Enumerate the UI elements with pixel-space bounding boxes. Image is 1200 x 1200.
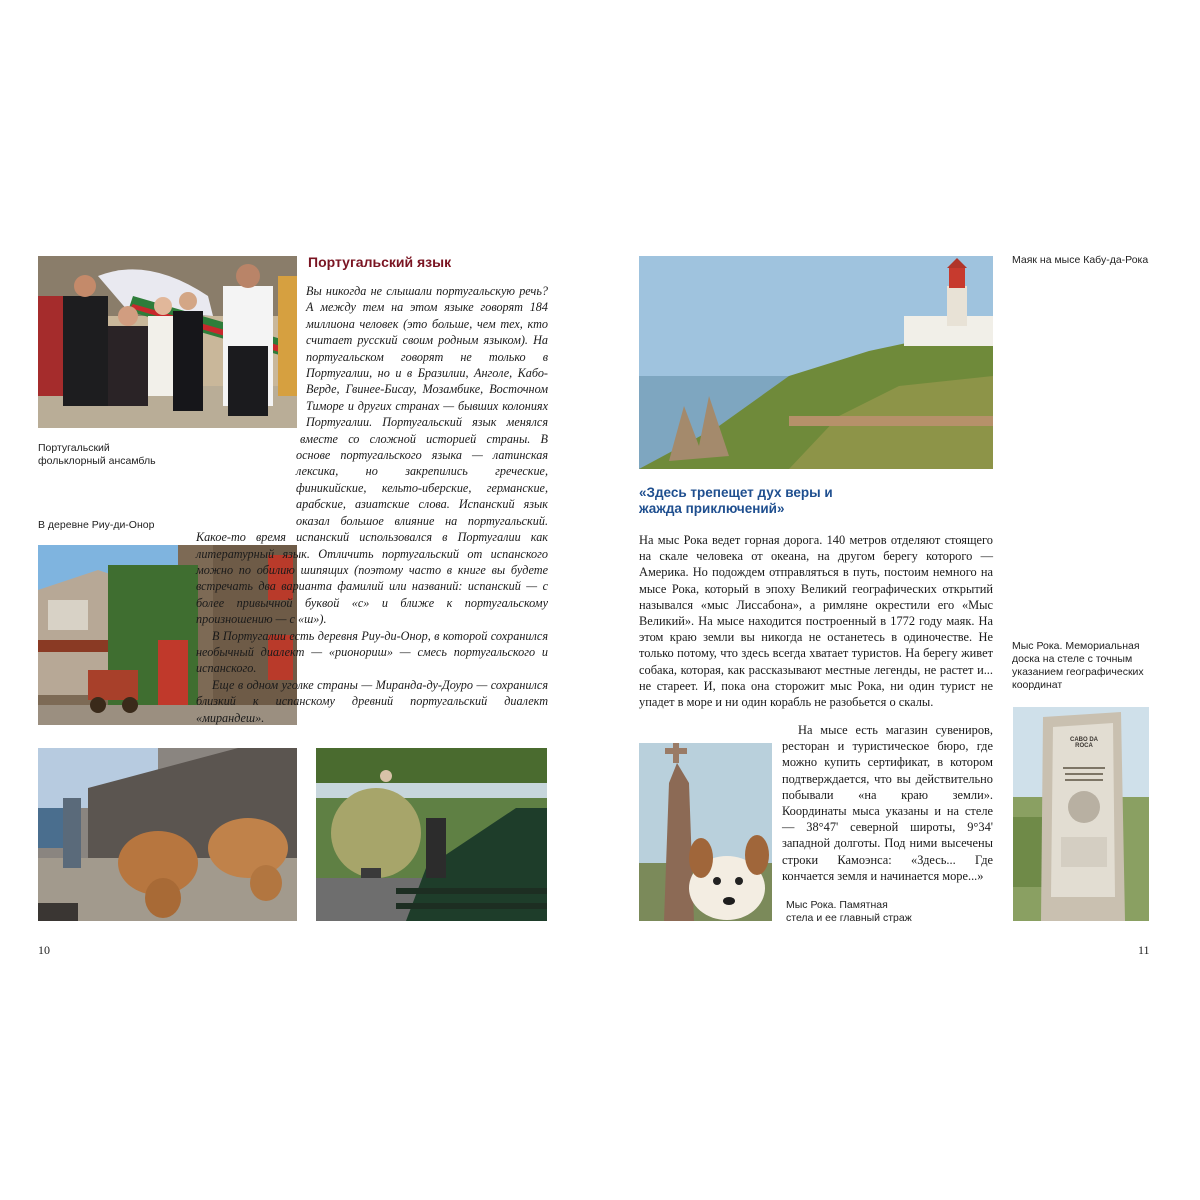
caption-folk-ensemble: Португальский фольклорный ансамбль xyxy=(38,442,156,467)
caption-lighthouse: Маяк на мысе Кабу-да-Рока xyxy=(1012,254,1149,266)
caption-memorial: Мыс Рока. Мемориальная доска на стеле с точным указанием географических координат xyxy=(1012,640,1144,691)
hay-cart-photo xyxy=(316,748,547,921)
page-number-left: 10 xyxy=(38,943,50,957)
plaque-title: CABO DA ROCA xyxy=(1070,737,1098,749)
cows-photo xyxy=(38,748,297,921)
caption-stele-dog: Мыс Рока. Памятная стела и ее главный страж xyxy=(786,899,912,924)
left-paragraph-1: Вы никогда не слышали португальскую речь? А между тем на этом языке говорят 184 миллиона человек (это больше, чем тех, кто считает русский своим родным языком). На португальском говорят не только в Португалии, но и в Бразилии, Анголе, Кабо-Верде, Гвинее-Бисау, Мозамбике, Восточном Тиморе и других странах — бывших колониях Португалии. Португальский язык менялся вместе со сложной историей страны. В основе португальского языка — латинская лексика, но закрепились греческие, финикийские, кельто-иберские, германские, арабские, азиатские слова. Испанский язык оказал большое влияние на португальский. Какое-то время испанский использовался в Португалии как литературный язык. Отличить португальский от испанского можно по обилию шипящих (поэтому часто в книге вы будете встречать два варианта фамилий или названий: испанский — с более привычной буквой «с» и ближе к португальскому произношению — с «ш»). xyxy=(196,284,548,627)
right-article-body-2 xyxy=(782,722,993,884)
memorial-plaque-photo xyxy=(1013,707,1149,921)
stele-dog-photo xyxy=(639,743,772,921)
right-paragraph-1: На мыс Рока ведет горная дорога. 140 метров отделяют стоящего на скале человека от океана, на другом берегу которого — Америка. Но подождем отправляться в путь, постоим немного на мысе Рока, который в эпоху Великий географических открытий назывался «мыс Лиссабона», а римляне окрестили его «Мыс Великий». На мысе находится построенный в 1772 году маяк. На этом краю земли вы никогда не останетесь в одиночестве. Не только потому, что здесь всегда хватает туристов. На берегу живет собака, которая, как рассказывают местные легенды, не растет и... не стареет. И, пока она сторожит мыс Рока, ни один турист не упадет в море и ни один корабль не разобьется о скалы. xyxy=(639,533,993,710)
right-paragraph-2: На мысе есть магазин сувениров, ресторан и туристическое бюро, где можно купить сертификат, в котором подтверждается, что вы действительно побывали «на краю земли». Координаты мыса указаны и на стеле — 38°47' северной широты, 9°34' западной долготы. Под ними высечены строки Камоэнса: «Здесь... Где кончается земля и начинается море...» xyxy=(782,723,993,883)
left-paragraph-3: Еще в одном уголке страны — Миранда-ду-Доуро — сохранился близкий к испанскому древний португальский диалект «мирандеш». xyxy=(196,677,548,725)
left-article-body xyxy=(196,283,548,738)
caption-village: В деревне Риу-ди-Онор xyxy=(38,519,155,531)
right-article-body xyxy=(639,532,993,710)
left-paragraph-2: В Португалии есть деревня Риу-ди-Онор, в которой сохранился необычный диалект — «рионориш» — смесь португальского и испанского. xyxy=(196,628,548,676)
heading-portuguese-language: Португальский язык xyxy=(308,254,452,270)
lighthouse-photo xyxy=(639,256,993,469)
page-number-right: 11 xyxy=(1138,943,1150,957)
heading-cabo-da-roca: «Здесь трепещет дух веры и жажда приключений» xyxy=(639,485,833,516)
